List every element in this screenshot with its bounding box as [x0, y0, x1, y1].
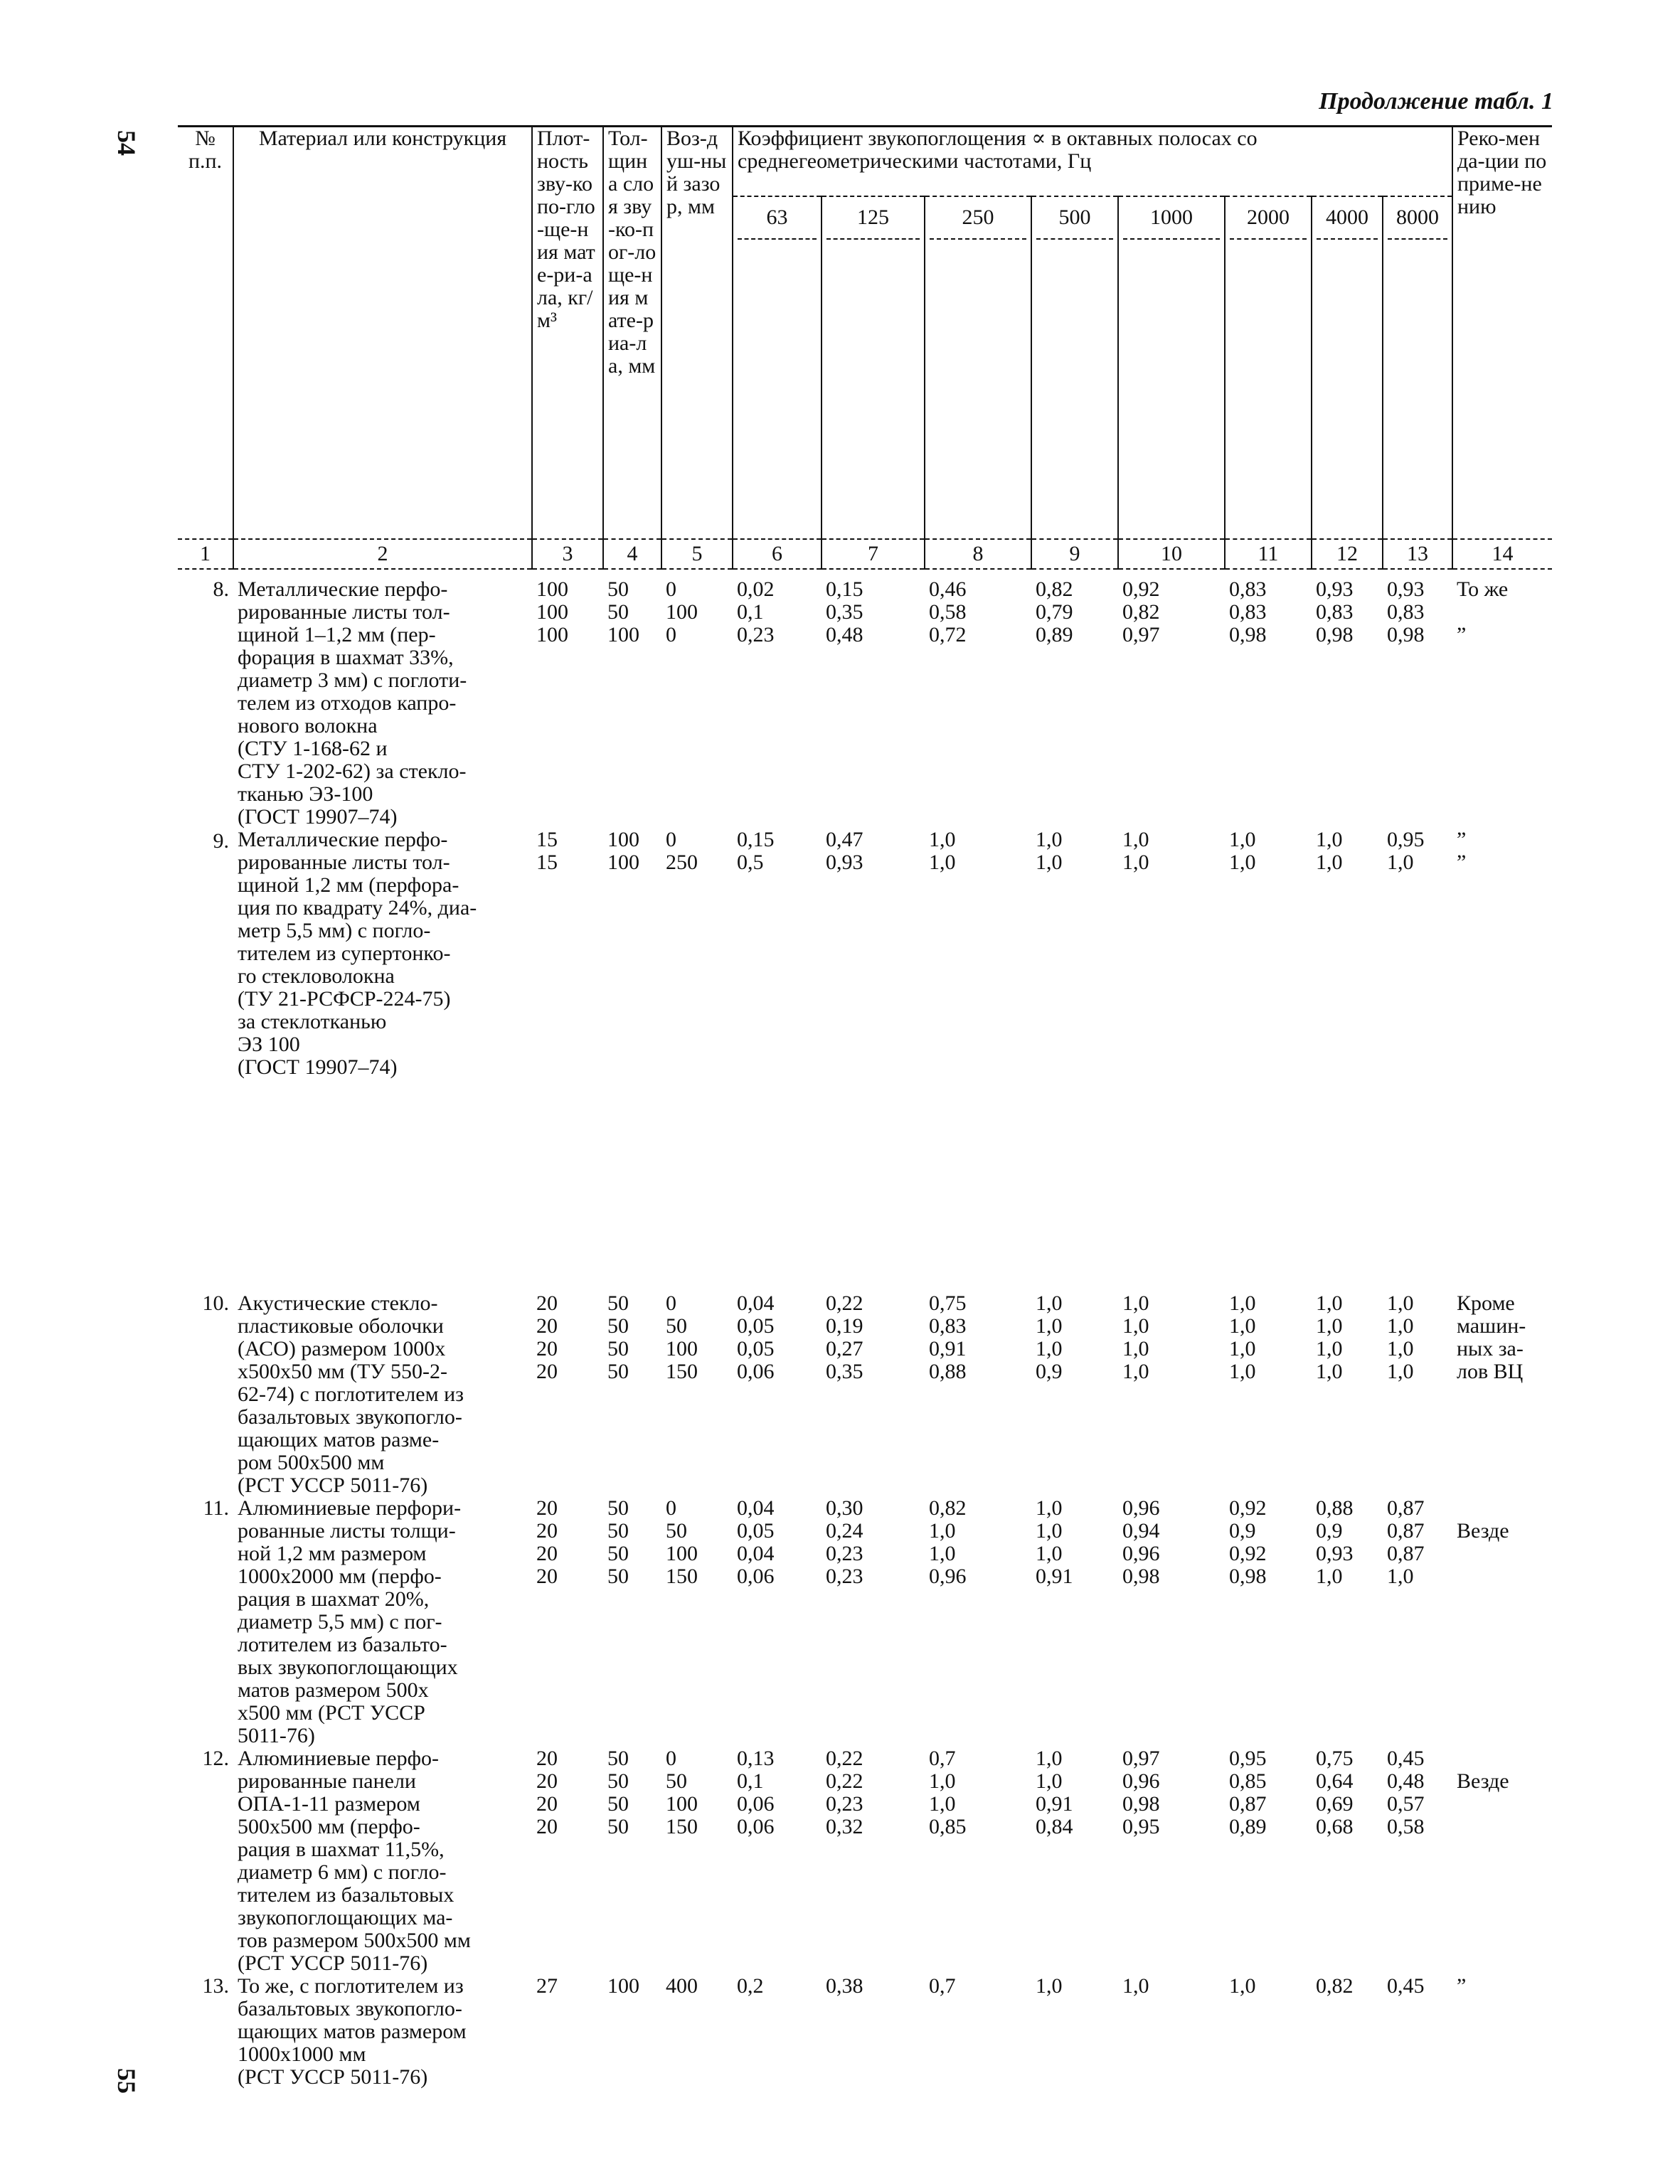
header-recommendation: Реко-менда-ции по приме-нению — [1452, 127, 1552, 540]
row-f2000: 0,95 0,85 0,87 0,89 — [1229, 1747, 1267, 1838]
row-f250: 0,75 0,83 0,91 0,88 — [929, 1291, 967, 1383]
row-f4000: 1,0 1,0 — [1316, 828, 1343, 874]
row-f500: 1,0 1,0 1,0 0,9 — [1036, 1291, 1063, 1383]
header-thickness: Тол-щина слоя зву-ко-пог-лоще-ния мате-риа-ла, мм — [603, 127, 661, 540]
row-number: 9. — [213, 829, 229, 853]
row-f500: 1,0 1,0 — [1036, 828, 1063, 874]
row-f4000: 0,93 0,83 0,98 — [1316, 577, 1354, 646]
row-air-gap: 0 50 100 150 — [666, 1496, 698, 1588]
row-spacer — [178, 1079, 1552, 1292]
row-f500: 1,0 1,0 0,91 0,84 — [1036, 1747, 1073, 1838]
row-f2000: 1,0 1,0 — [1229, 828, 1256, 874]
row-f500: 1,0 1,0 1,0 0,91 — [1036, 1496, 1073, 1588]
col-number: 13 — [1383, 539, 1452, 569]
row-f125: 0,38 — [826, 1974, 863, 1998]
header-material: Материал или конструкция — [233, 127, 532, 540]
row-density: 20 20 20 20 — [536, 1496, 558, 1588]
freq-4000: 4000 — [1312, 196, 1383, 539]
row-thickness: 50 50 50 50 — [607, 1291, 629, 1383]
row-f8000: 0,45 — [1387, 1974, 1425, 1998]
freq-2000: 2000 — [1225, 196, 1312, 539]
row-f4000: 0,75 0,64 0,69 0,68 — [1316, 1747, 1354, 1838]
table-row — [178, 829, 1552, 1079]
row-f250: 0,46 0,58 0,72 — [929, 577, 967, 646]
row-material: Алюминиевые перфори- рованные листы толщи- ной 1,2 мм размером 1000х2000 мм (перфо- рация в шахмат 20%, диаметр 5,5 мм) с пог- лотителем из базальто- вых звукопоглощающих матов размером 500х х500 мм (РСТ УССР 5011-76) — [238, 1496, 462, 1747]
col-number: 10 — [1118, 539, 1225, 569]
row-f2000: 1,0 1,0 1,0 1,0 — [1229, 1291, 1256, 1383]
row-f500: 1,0 — [1036, 1974, 1063, 1998]
table-row — [178, 569, 1552, 829]
row-density: 15 15 — [536, 828, 558, 874]
row-material: То же, с поглотителем из базальтовых звукопогло- щающих матов размером 1000х1000 мм (РСТ УССР 5011-76) — [238, 1974, 467, 2089]
row-f250: 1,0 1,0 — [929, 828, 956, 874]
row-air-gap: 0 250 — [666, 828, 698, 874]
col-number: 1 — [178, 539, 233, 569]
row-f1000: 1,0 1,0 1,0 1,0 — [1122, 1291, 1149, 1383]
row-material: Металлические перфо- рированные листы тол- щиной 1–1,2 мм (пер- форация в шахмат 33%, диаметр 3 мм) с поглоти- телем из отходов капро- нового волокна (СТУ 1-168-62 и СТУ 1-202-62) за стекло- тканью ЭЗ-100 (ГОСТ 19907–74) — [238, 577, 467, 829]
row-f250: 0,7 1,0 1,0 0,85 — [929, 1747, 967, 1838]
row-f8000: 0,93 0,83 0,98 — [1387, 577, 1425, 646]
row-f250: 0,7 — [929, 1974, 956, 1998]
col-number: 12 — [1312, 539, 1383, 569]
freq-1000: 1000 — [1118, 196, 1225, 539]
row-f500: 0,82 0,79 0,89 — [1036, 577, 1073, 646]
col-number: 11 — [1225, 539, 1312, 569]
row-f8000: 0,87 0,87 0,87 1,0 — [1387, 1496, 1425, 1588]
table-row — [178, 1497, 1552, 1747]
row-f2000: 0,83 0,83 0,98 — [1229, 577, 1267, 646]
row-density: 100 100 100 — [536, 577, 568, 646]
row-thickness: 100 — [607, 1974, 639, 1998]
row-recommendation: ” ” — [1457, 828, 1467, 874]
row-f4000: 1,0 1,0 1,0 1,0 — [1316, 1291, 1343, 1383]
row-thickness: 100 100 — [607, 828, 639, 874]
row-f8000: 0,95 1,0 — [1387, 828, 1425, 874]
row-f4000: 0,88 0,9 0,93 1,0 — [1316, 1496, 1354, 1588]
row-f4000: 0,82 — [1316, 1974, 1354, 1998]
row-material: Алюминиевые перфо- рированные панели ОПА-1-11 размером 500х500 мм (перфо- рация в шахмат 11,5%, диаметр 6 мм) с погло- тителем из базальтовых звукопоглощающих ма- тов размером 500х500 мм (РСТ УССР 5011-76) — [238, 1747, 471, 1975]
row-material: Акустические стекло- пластиковые оболочки (АСО) размером 1000х х500х50 мм (ТУ 550-2- 62-74) с поглотителем из базальтовых звукопогло- щающих матов разме- ром 500х500 мм (РСТ УССР 5011-76) — [238, 1291, 464, 1497]
row-thickness: 50 50 50 50 — [607, 1747, 629, 1838]
row-f63: 0,02 0,1 0,23 — [737, 577, 775, 646]
header-no: № п.п. — [178, 127, 233, 540]
row-f1000: 0,92 0,82 0,97 — [1122, 577, 1160, 646]
row-air-gap: 0 50 100 150 — [666, 1747, 698, 1838]
col-number: 4 — [603, 539, 661, 569]
row-thickness: 50 50 100 — [607, 577, 639, 646]
row-f1000: 0,96 0,94 0,96 0,98 — [1122, 1496, 1160, 1588]
table-caption: Продолжение табл. 1 — [1319, 88, 1553, 114]
row-number: 10. — [202, 1291, 229, 1315]
col-number: 5 — [661, 539, 733, 569]
row-recommendation: Кроме машин- ных за- лов ВЦ — [1457, 1291, 1526, 1383]
table-row — [178, 1747, 1552, 1975]
row-f8000: 1,0 1,0 1,0 1,0 — [1387, 1291, 1414, 1383]
row-f63: 0,04 0,05 0,05 0,06 — [737, 1291, 775, 1383]
row-thickness: 50 50 50 50 — [607, 1496, 629, 1588]
row-recommendation: Везде — [1457, 1769, 1509, 1793]
col-number: 7 — [822, 539, 925, 569]
row-number: 13. — [202, 1974, 229, 1998]
row-f1000: 0,97 0,96 0,98 0,95 — [1122, 1747, 1160, 1838]
row-air-gap: 0 100 0 — [666, 577, 698, 646]
row-f63: 0,15 0,5 — [737, 828, 775, 874]
row-f250: 0,82 1,0 1,0 0,96 — [929, 1496, 967, 1588]
row-density: 20 20 20 20 — [536, 1747, 558, 1838]
row-f63: 0,2 — [737, 1974, 764, 1998]
row-number: 8. — [213, 577, 229, 601]
row-material: Металлические перфо- рированные листы тол- щиной 1,2 мм (перфора- ция по квадрату 24%, диа- метр 5,5 мм) с погло- тителем из супертонко- го стекловолокна (ТУ 21-РСФСР-224-75) за стеклотканью ЭЗ 100 (ГОСТ 19907–74) — [238, 828, 477, 1079]
freq-250: 250 — [925, 196, 1031, 539]
row-f1000: 1,0 1,0 — [1122, 828, 1149, 874]
header-coefficient: Коэффициент звукопоглощения ∝ в октавных полосах со среднегеометрическими частотами, Гц — [733, 127, 1452, 197]
col-number: 9 — [1031, 539, 1118, 569]
row-f1000: 1,0 — [1122, 1974, 1149, 1998]
row-f125: 0,47 0,93 — [826, 828, 863, 874]
row-recommendation: Везде — [1457, 1519, 1509, 1543]
row-f125: 0,22 0,19 0,27 0,35 — [826, 1291, 863, 1383]
table-row — [178, 1975, 1552, 2089]
row-f125: 0,30 0,24 0,23 0,23 — [826, 1496, 863, 1588]
col-number: 6 — [733, 539, 822, 569]
table-row — [178, 1292, 1552, 1497]
freq-63: 63 — [733, 196, 822, 539]
row-density: 27 — [536, 1974, 558, 1998]
col-number: 2 — [233, 539, 532, 569]
row-air-gap: 0 50 100 150 — [666, 1291, 698, 1383]
row-f2000: 1,0 — [1229, 1974, 1256, 1998]
row-f63: 0,13 0,1 0,06 0,06 — [737, 1747, 775, 1838]
page-number-top: 54 — [112, 130, 141, 156]
row-f125: 0,15 0,35 0,48 — [826, 577, 863, 646]
row-f125: 0,22 0,22 0,23 0,32 — [826, 1747, 863, 1838]
row-recommendation: ” — [1457, 1974, 1467, 1998]
row-density: 20 20 20 20 — [536, 1291, 558, 1383]
col-number: 8 — [925, 539, 1031, 569]
row-f8000: 0,45 0,48 0,57 0,58 — [1387, 1747, 1425, 1838]
freq-8000: 8000 — [1383, 196, 1452, 539]
row-f63: 0,04 0,05 0,04 0,06 — [737, 1496, 775, 1588]
row-air-gap: 400 — [666, 1974, 698, 1998]
freq-125: 125 — [822, 196, 925, 539]
absorption-table — [178, 125, 1552, 2089]
col-number: 3 — [532, 539, 603, 569]
freq-500: 500 — [1031, 196, 1118, 539]
header-density: Плот-ность зву-копо-гло-ще-ния мате-ри-ала, кг/м³ — [532, 127, 603, 540]
header-air-gap: Воз-душ-ный зазор, мм — [661, 127, 733, 540]
row-number: 12. — [202, 1747, 229, 1770]
row-f2000: 0,92 0,9 0,92 0,98 — [1229, 1496, 1267, 1588]
row-number: 11. — [203, 1496, 229, 1520]
row-recommendation: То же ” — [1457, 577, 1509, 646]
page-number-bottom: 55 — [112, 2068, 141, 2094]
col-number: 14 — [1452, 539, 1552, 569]
